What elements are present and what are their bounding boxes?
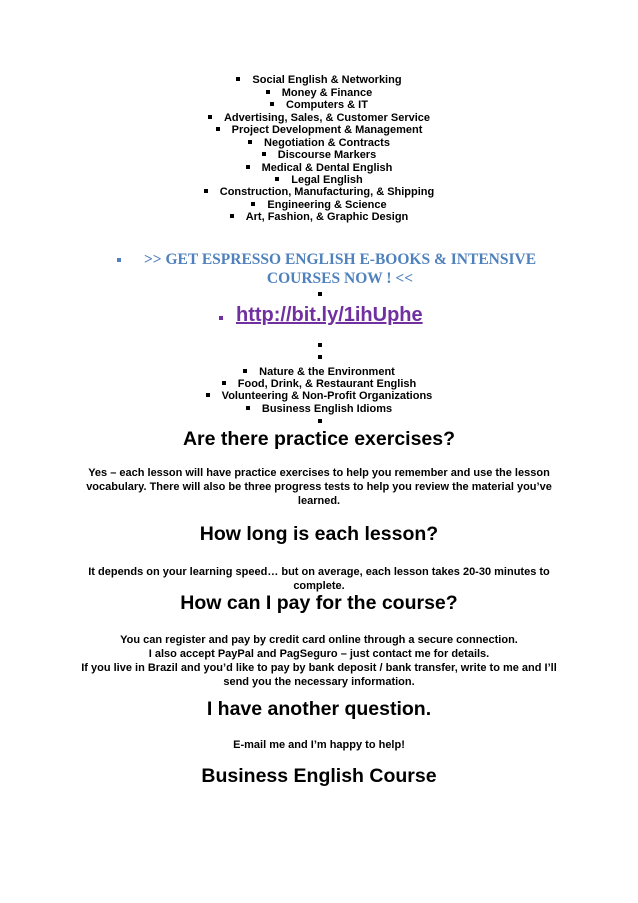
bullet-icon — [266, 90, 270, 94]
bullet-icon — [208, 115, 212, 119]
promo-banner[interactable] — [140, 250, 540, 288]
bullet-icon — [216, 127, 220, 131]
bullet-icon — [318, 292, 322, 296]
bullet-icon — [262, 152, 266, 156]
bullet-icon — [248, 140, 252, 144]
bullet-icon — [219, 316, 223, 320]
promo-line: >> GET ESPRESSO ENGLISH E-BOOKS & INTENSIVE — [143, 251, 537, 268]
list-item: Negotiation & Contracts — [0, 137, 638, 150]
bullet-icon — [246, 165, 250, 169]
list-item: Nature & the Environment — [0, 366, 638, 379]
list-item: Social English & Networking — [0, 74, 638, 87]
list-item: Discourse Markers — [0, 149, 638, 162]
list-item: Art, Fashion, & Graphic Design — [0, 211, 638, 224]
list-item: Advertising, Sales, & Customer Service — [0, 112, 638, 125]
bullet-icon — [318, 419, 322, 423]
bullet-icon — [243, 369, 247, 373]
bullet-icon — [117, 258, 121, 262]
list-item: Computers & IT — [0, 99, 638, 112]
faq-question: How can I pay for the course? — [180, 592, 458, 614]
bullet-icon — [275, 177, 279, 181]
faq-question: I have another question. — [206, 698, 432, 720]
faq-question: How long is each lesson? — [199, 523, 439, 545]
bullet-icon — [230, 214, 234, 218]
bullet-icon — [204, 189, 208, 193]
bullet-icon — [206, 393, 210, 397]
bullet-icon — [318, 343, 322, 347]
faq-answer: It depends on your learning speed… but on average, each lesson takes 20-30 minutes to complete. — [88, 566, 550, 592]
bullet-icon — [251, 202, 255, 206]
section-heading: Business English Course — [201, 765, 437, 787]
list-item: Project Development & Management — [0, 124, 638, 137]
bullet-icon — [246, 406, 250, 410]
bullet-icon — [270, 102, 274, 106]
promo-line: COURSES NOW ! << — [266, 270, 414, 287]
list-item: Business English Idioms — [0, 403, 638, 416]
bullet-icon — [222, 381, 226, 385]
list-item: Money & Finance — [0, 87, 638, 100]
bullet-icon — [318, 355, 322, 359]
faq-answer: Yes – each lesson will have practice exercises to help you remember and use the lesson vocabulary. There will also be three progress tests to help you review the material you’ve learned. — [86, 467, 552, 507]
list-item: Volunteering & Non-Profit Organizations — [0, 390, 638, 403]
list-item: Construction, Manufacturing, & Shipping — [0, 186, 638, 199]
list-item: Food, Drink, & Restaurant English — [0, 378, 638, 391]
list-item: Medical & Dental English — [0, 162, 638, 175]
faq-question: Are there practice exercises? — [182, 428, 456, 450]
list-item: Legal English — [0, 174, 638, 187]
bullet-icon — [236, 77, 240, 81]
course-link[interactable]: http://bit.ly/1ihUphe — [236, 304, 423, 326]
faq-answer: You can register and pay by credit card online through a secure connection. I also accept PayPal and PagSeguro – just contact me for details. If you live in Brazil and you’d like to pay by bank deposit / bank transfer, write to me and I’ll send you the necessary information. — [81, 634, 557, 688]
faq-answer: E-mail me and I’m happy to help! — [233, 739, 405, 751]
list-item: Engineering & Science — [0, 199, 638, 212]
